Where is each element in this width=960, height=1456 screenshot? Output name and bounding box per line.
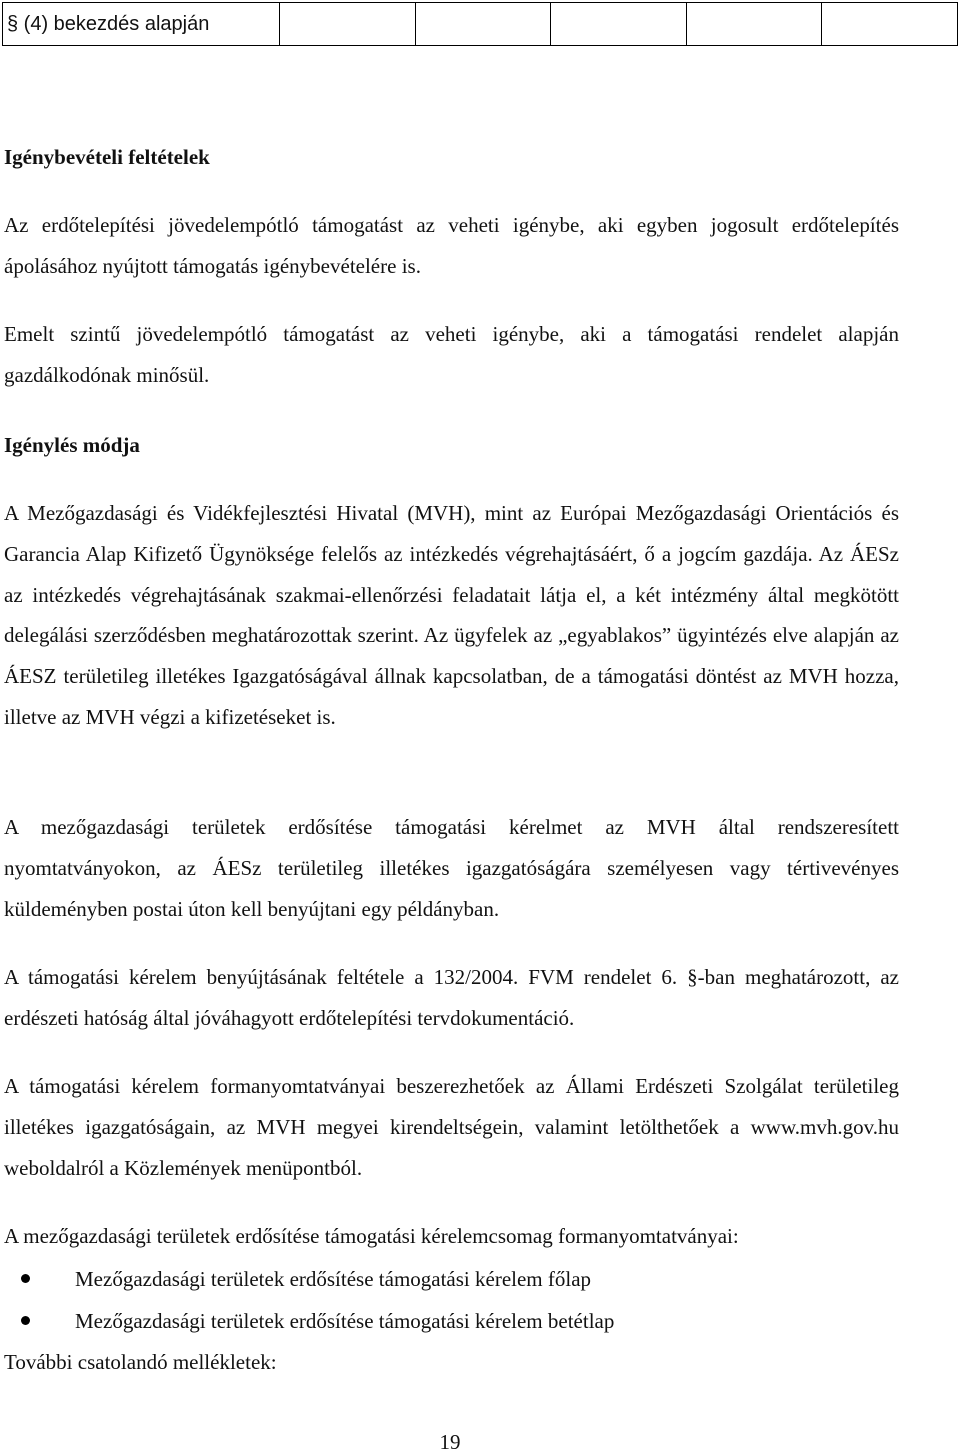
form-list <box>0 1258 900 1342</box>
list-item-text: Mezőgazdasági területek erdősítése támogatási kérelem főlap <box>75 1267 592 1291</box>
header-table-cell-reference: § (4) bekezdés alapján <box>3 3 280 46</box>
bullet-icon <box>21 1274 30 1283</box>
paragraph-condition: A támogatási kérelem benyújtásának feltétele a 132/2004. FVM rendelet 6. §-ban meghatározott, az erdészeti hatóság által jóváhagyott erdőtelepítési tervdokumentáció. <box>4 965 899 1030</box>
header-table-cell <box>686 3 822 46</box>
list-item-text: Mezőgazdasági területek erdősítése támogatási kérelem betétlap <box>75 1309 615 1333</box>
header-table-cell <box>280 3 416 46</box>
header-table-cell <box>551 3 687 46</box>
paragraph-enhanced-support: Emelt szintű jövedelempótló támogatást az veheti igénybe, aki a támogatási rendelet alapján gazdálkodónak minősül. <box>4 322 899 387</box>
page-number: 19 <box>439 1430 461 1454</box>
paragraph-submission: A mezőgazdasági területek erdősítése támogatási kérelmet az MVH által rendszeresített nyomtatványokon, az ÁESz területileg illetékes igazgatóságára személyesen vagy tértivevényes küldeményben postai úton kell benyújtani egy példányban. <box>4 815 899 921</box>
list-item <box>0 1258 900 1300</box>
header-table-cell <box>415 3 551 46</box>
list-item <box>0 1300 900 1342</box>
paragraph-form-package: A mezőgazdasági területek erdősítése támogatási kérelemcsomag formanyomtatványai: <box>4 1224 739 1248</box>
heading-conditions: Igénybevételi feltételek <box>4 145 210 169</box>
paragraph-eligibility: Az erdőtelepítési jövedelempótló támogatást az veheti igénybe, aki egyben jogosult erdőtelepítés ápolásához nyújtott támogatás igénybevételére is. <box>4 213 899 278</box>
paragraph-forms: A támogatási kérelem formanyomtatványai beszerezhetőek az Állami Erdészeti Szolgálat területileg illetékes igazgatóságain, az MVH megyei kirendeltségein, valamint letölthetőek a www.mvh.gov.hu weboldalról a Közlemények menüpontból. <box>4 1074 899 1180</box>
bullet-icon <box>21 1316 30 1325</box>
paragraph-mvh: A Mezőgazdasági és Vidékfejlesztési Hivatal (MVH), mint az Európai Mezőgazdasági Orientációs és Garancia Alap Kifizető Ügynöksége felelős az intézkedés végrehajtásáért, ő a jogcím gazdája. Az ÁESz az intézkedés végrehajtásának szakmai-ellenőrzési feladatait látja el, a két intézmény által megkötött delegálási szerződésben meghatározottak szerint. Az ügyfelek az „egyablakos” ügyintézés elve alapján az ÁESZ területileg illetékes Igazgatóságával állnak kapcsolatban, de a támogatási döntést az MVH hozza, illetve az MVH végzi a kifizetéseket is. <box>4 501 899 729</box>
header-table <box>2 2 958 46</box>
paragraph-attachments: További csatolandó mellékletek: <box>4 1350 277 1374</box>
header-table-cell <box>822 3 958 46</box>
heading-application-method: Igénylés módja <box>4 433 140 457</box>
